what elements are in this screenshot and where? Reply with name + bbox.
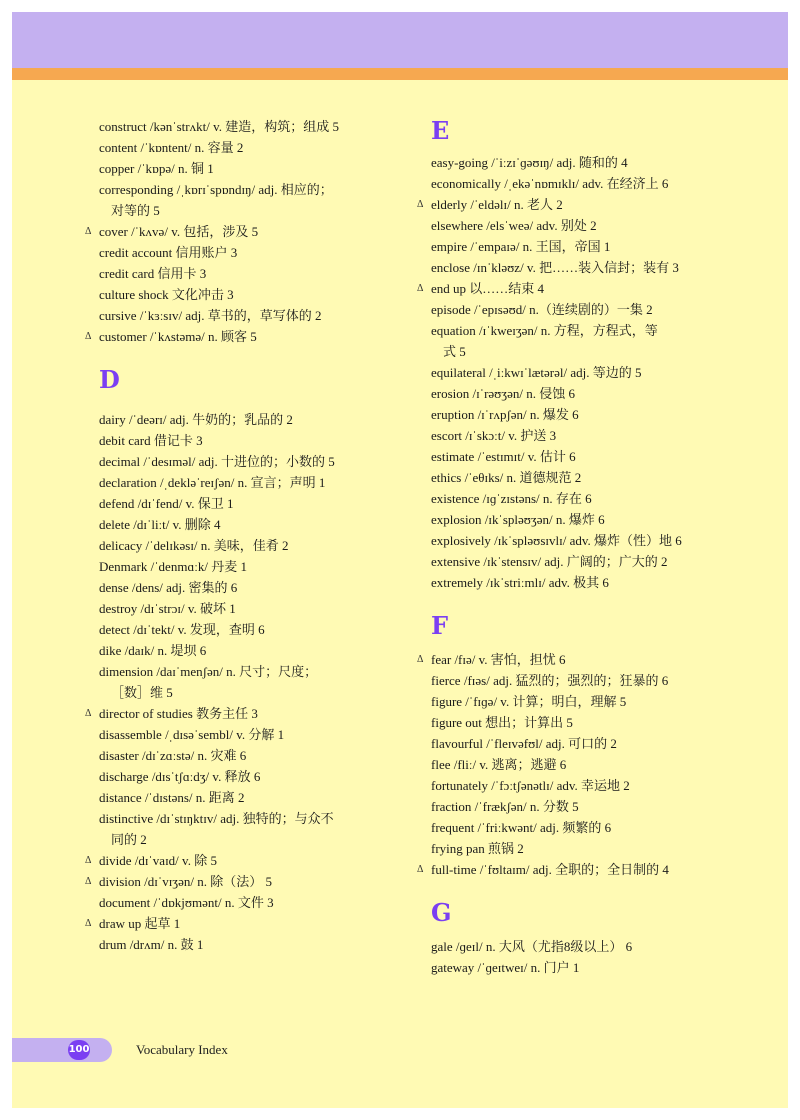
vocab-entry <box>84 703 384 724</box>
vocab-entry <box>84 640 384 661</box>
vocab-entry <box>84 284 384 305</box>
entry-text: credit account 信用账户 3 <box>99 245 238 260</box>
vocab-entry <box>84 535 384 556</box>
section-heading-d: D <box>99 365 120 394</box>
entries-g <box>416 936 716 978</box>
entry-text: defend /dɪˈfend/ v. 保卫 1 <box>99 496 234 511</box>
vocab-entry <box>84 850 384 871</box>
section-heading-g: G <box>431 898 452 927</box>
vocab-entry <box>416 425 716 446</box>
entry-text: flavourful /ˈfleɪvəfʊl/ adj. 可口的 2 <box>431 736 617 751</box>
entry-text: dike /daɪk/ n. 堤坝 6 <box>99 643 207 658</box>
vocab-entry <box>84 598 384 619</box>
entry-text: debit card 借记卡 3 <box>99 433 203 448</box>
entry-text: elderly /ˈeldəlɪ/ n. 老人 2 <box>431 197 563 212</box>
entry-text: fear /fɪə/ v. 害怕，担忧 6 <box>431 652 566 667</box>
entry-text: eruption /ɪˈrʌpʃən/ n. 爆发 6 <box>431 407 579 422</box>
vocab-entry <box>416 838 716 859</box>
entry-text: easy-going /ˈiːzɪˈɡəʊɪŋ/ adj. 随和的 4 <box>431 155 628 170</box>
entry-text: extremely /ɪkˈstriːmlɪ/ adv. 极其 6 <box>431 575 609 590</box>
vocab-entry <box>416 278 716 299</box>
section-heading-e: E <box>431 116 450 145</box>
entry-text: credit card 信用卡 3 <box>99 266 207 281</box>
vocab-entry <box>84 221 384 242</box>
entry-text: empire /ˈempaɪə/ n. 王国，帝国 1 <box>431 239 611 254</box>
vocab-entry <box>84 619 384 640</box>
vocab-entry <box>84 892 384 913</box>
entry-text: enclose /ɪnˈkləʊz/ v. 把……装入信封；装有 3 <box>431 260 679 275</box>
entries-f <box>416 649 716 880</box>
vocab-entry <box>84 179 384 221</box>
vocab-entry <box>416 467 716 488</box>
vocab-entry <box>416 383 716 404</box>
vocab-entry <box>416 530 716 551</box>
vocab-entry <box>416 649 716 670</box>
vocab-entry <box>416 488 716 509</box>
entry-text: end up 以……结束 4 <box>431 281 545 296</box>
vocab-entry <box>84 661 384 703</box>
page <box>12 12 788 1108</box>
vocab-entry <box>416 173 716 194</box>
entry-text: customer /ˈkʌstəmə/ n. 顾客 5 <box>99 329 257 344</box>
footer-label: Vocabulary Index <box>136 1042 228 1057</box>
entry-text: erosion /ɪˈrəʊʒən/ n. 侵蚀 6 <box>431 386 575 401</box>
vocab-entry <box>416 299 716 320</box>
entry-text: disassemble /ˌdɪsəˈsembl/ v. 分解 1 <box>99 727 285 742</box>
triangle-marker-icon: Δ <box>85 855 92 866</box>
entry-text: cover /ˈkʌvə/ v. 包括，涉及 5 <box>99 224 259 239</box>
entry-text: copper /ˈkɒpə/ n. 铜 1 <box>99 161 214 176</box>
entry-text: frequent /ˈfriːkwənt/ adj. 频繁的 6 <box>431 820 612 835</box>
vocab-entry <box>416 446 716 467</box>
vocab-entry <box>416 775 716 796</box>
vocab-entry <box>84 472 384 493</box>
entry-continuation: 同的 2 <box>111 832 147 847</box>
entry-text: figure out 想出；计算出 5 <box>431 715 573 730</box>
entry-continuation: 对等的 5 <box>111 203 160 218</box>
triangle-marker-icon: Δ <box>85 331 92 342</box>
vocab-entry <box>416 817 716 838</box>
entry-text: economically /ˌekəˈnɒmɪklɪ/ adv. 在经济上 6 <box>431 176 669 191</box>
entry-text: delicacy /ˈdelɪkəsɪ/ n. 美味，佳肴 2 <box>99 538 289 553</box>
entry-text: drum /drʌm/ n. 鼓 1 <box>99 937 204 952</box>
vocab-entry <box>416 733 716 754</box>
entry-text: divide /dɪˈvaɪd/ v. 除 5 <box>99 853 217 868</box>
vocab-entry <box>84 514 384 535</box>
entry-text: Denmark /ˈdenmɑːk/ 丹麦 1 <box>99 559 247 574</box>
entry-text: discharge /dɪsˈtʃɑːdʒ/ v. 释放 6 <box>99 769 261 784</box>
vocab-entry <box>84 326 384 347</box>
vocab-entry <box>84 745 384 766</box>
entry-text: decimal /ˈdesɪməl/ adj. 十进位的；小数的 5 <box>99 454 335 469</box>
vocab-entry <box>416 670 716 691</box>
entry-text: frying pan 煎锅 2 <box>431 841 524 856</box>
vocab-entry <box>84 263 384 284</box>
vocab-entry <box>84 242 384 263</box>
vocab-entry <box>84 158 384 179</box>
footer-tab <box>12 1038 112 1062</box>
triangle-marker-icon: Δ <box>85 708 92 719</box>
vocab-entry <box>84 787 384 808</box>
entry-text: declaration /ˌdekləˈreɪʃən/ n. 宣言；声明 1 <box>99 475 326 490</box>
right-column <box>416 116 716 978</box>
entry-text: construct /kənˈstrʌkt/ v. 建造，构筑；组成 5 <box>99 119 339 134</box>
entry-text: full-time /ˈfʊltaɪm/ adj. 全职的；全日制的 4 <box>431 862 669 877</box>
vocab-entry <box>84 409 384 430</box>
vocab-entry <box>84 556 384 577</box>
vocab-entry <box>416 754 716 775</box>
triangle-marker-icon: Δ <box>417 654 424 665</box>
entry-text: draw up 起草 1 <box>99 916 181 931</box>
entry-text: corresponding /ˌkɒrɪˈspɒndɪŋ/ adj. 相应的； <box>99 182 333 197</box>
entry-text: ethics /ˈeθɪks/ n. 道德规范 2 <box>431 470 582 485</box>
entry-text: division /dɪˈvɪʒən/ n. 除（法） 5 <box>99 874 272 889</box>
vocab-entry <box>416 509 716 530</box>
entry-text: cursive /ˈkɜːsɪv/ adj. 草书的，草写体的 2 <box>99 308 322 323</box>
vocab-entry <box>416 404 716 425</box>
vocab-entry <box>416 236 716 257</box>
triangle-marker-icon: Δ <box>85 918 92 929</box>
vocab-entry <box>416 257 716 278</box>
page-number: 100 <box>68 1040 90 1060</box>
entry-text: explosively /ɪkˈspləʊsɪvlɪ/ adv. 爆炸（性）地 6 <box>431 533 682 548</box>
vocab-entry <box>416 215 716 236</box>
vocab-entry <box>84 493 384 514</box>
entry-text: episode /ˈepɪsəʊd/ n.（连续剧的）一集 2 <box>431 302 653 317</box>
entries-d <box>84 409 384 955</box>
entry-text: equilateral /ˌiːkwɪˈlætərəl/ adj. 等边的 5 <box>431 365 642 380</box>
vocab-entry <box>416 194 716 215</box>
entry-continuation: ［数］维 5 <box>111 685 173 700</box>
vocab-entry <box>416 691 716 712</box>
entry-text: dense /dens/ adj. 密集的 6 <box>99 580 238 595</box>
entry-text: fortunately /ˈfɔːtʃənətlɪ/ adv. 幸运地 2 <box>431 778 630 793</box>
entry-text: disaster /dɪˈzɑːstə/ n. 灾难 6 <box>99 748 247 763</box>
entry-text: destroy /dɪˈstrɔɪ/ v. 破坏 1 <box>99 601 236 616</box>
triangle-marker-icon: Δ <box>417 283 424 294</box>
triangle-marker-icon: Δ <box>417 199 424 210</box>
entry-text: distinctive /dɪˈstɪŋktɪv/ adj. 独特的；与众不 <box>99 811 334 826</box>
triangle-marker-icon: Δ <box>85 876 92 887</box>
section-heading-f: F <box>431 611 449 640</box>
entry-text: delete /dɪˈliːt/ v. 删除 4 <box>99 517 221 532</box>
entry-text: estimate /ˈestɪmɪt/ v. 估计 6 <box>431 449 576 464</box>
header-stripe <box>12 68 788 80</box>
entry-text: culture shock 文化冲击 3 <box>99 287 234 302</box>
entry-text: fierce /fɪəs/ adj. 猛烈的；强烈的；狂暴的 6 <box>431 673 669 688</box>
entry-text: dairy /ˈdeərɪ/ adj. 牛奶的；乳品的 2 <box>99 412 293 427</box>
entry-text: distance /ˈdɪstəns/ n. 距离 2 <box>99 790 245 805</box>
entry-text: dimension /daɪˈmenʃən/ n. 尺寸；尺度； <box>99 664 318 679</box>
vocab-entry <box>416 712 716 733</box>
vocab-entry <box>84 724 384 745</box>
entry-text: document /ˈdɒkjʊmənt/ n. 文件 3 <box>99 895 274 910</box>
entry-text: existence /ɪɡˈzɪstəns/ n. 存在 6 <box>431 491 592 506</box>
vocab-entry <box>416 572 716 593</box>
entry-text: explosion /ɪkˈspləʊʒən/ n. 爆炸 6 <box>431 512 605 527</box>
vocab-entry <box>416 936 716 957</box>
vocab-entry <box>416 320 716 362</box>
entry-text: figure /ˈfɪɡə/ v. 计算；明白，理解 5 <box>431 694 627 709</box>
vocab-entry <box>84 451 384 472</box>
entry-text: equation /ɪˈkweɪʒən/ n. 方程，方程式，等 <box>431 323 658 338</box>
header-band <box>12 12 788 68</box>
vocab-entry <box>84 430 384 451</box>
vocab-entry <box>84 305 384 326</box>
entry-text: flee /fliː/ v. 逃离；逃避 6 <box>431 757 567 772</box>
vocab-entry <box>84 913 384 934</box>
entries-c <box>84 116 384 347</box>
entry-text: elsewhere /elsˈweə/ adv. 别处 2 <box>431 218 597 233</box>
vocab-entry <box>84 116 384 137</box>
vocab-entry <box>416 362 716 383</box>
vocab-entry <box>84 934 384 955</box>
vocab-entry <box>416 551 716 572</box>
vocab-entry <box>416 859 716 880</box>
left-column <box>84 116 384 955</box>
entry-text: gateway /ˈɡeɪtweɪ/ n. 门户 1 <box>431 960 580 975</box>
triangle-marker-icon: Δ <box>85 226 92 237</box>
entry-text: content /ˈkɒntent/ n. 容量 2 <box>99 140 244 155</box>
entries-e <box>416 152 716 593</box>
triangle-marker-icon: Δ <box>417 864 424 875</box>
vocab-entry <box>84 137 384 158</box>
entry-text: director of studies 教务主任 3 <box>99 706 258 721</box>
vocab-entry <box>84 871 384 892</box>
vocab-entry <box>416 796 716 817</box>
vocab-entry <box>416 957 716 978</box>
vocab-entry <box>416 152 716 173</box>
entry-text: extensive /ɪkˈstensɪv/ adj. 广阔的；广大的 2 <box>431 554 668 569</box>
entry-continuation: 式 5 <box>443 344 466 359</box>
vocab-entry <box>84 577 384 598</box>
vocab-entry <box>84 808 384 850</box>
vocab-entry <box>84 766 384 787</box>
entry-text: gale /ɡeɪl/ n. 大风（尤指8级以上） 6 <box>431 939 633 954</box>
entry-text: escort /ɪˈskɔːt/ v. 护送 3 <box>431 428 557 443</box>
entry-text: fraction /ˈfrækʃən/ n. 分数 5 <box>431 799 579 814</box>
entry-text: detect /dɪˈtekt/ v. 发现，查明 6 <box>99 622 265 637</box>
